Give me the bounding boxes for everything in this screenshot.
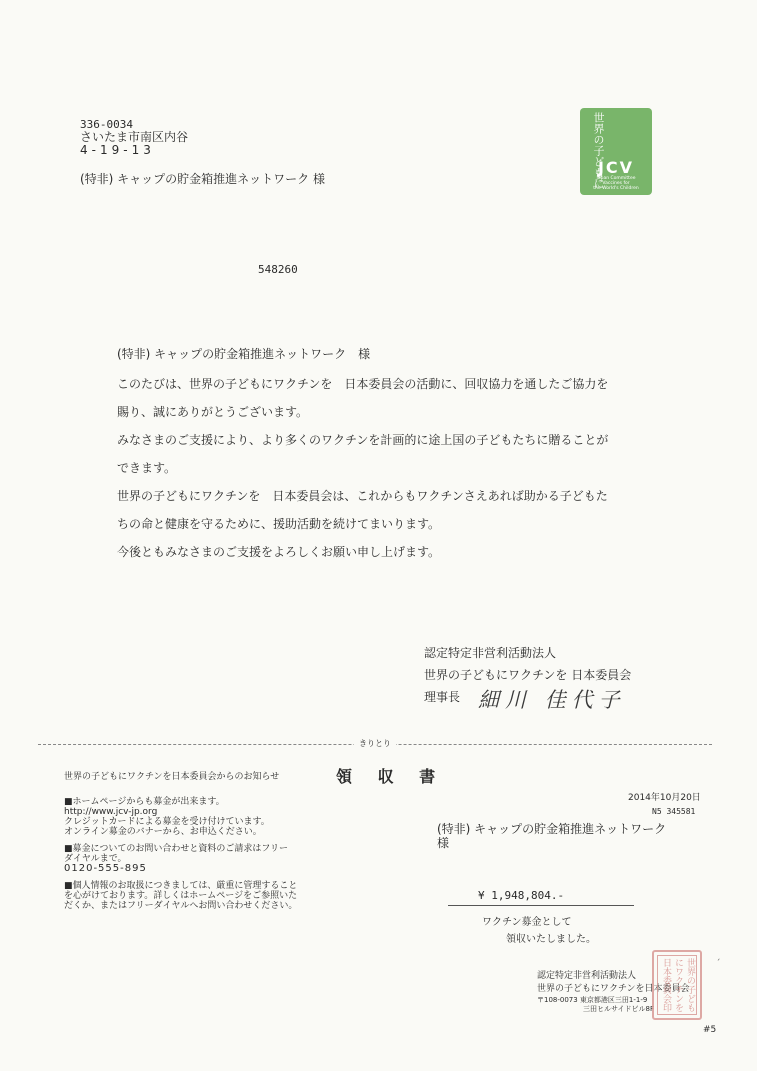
logo-english-3: the World's Children (593, 186, 639, 191)
issuer-org-name: 世界の子どもにワクチンを日本委員会 (537, 984, 690, 994)
signature: 細川 佳代子 (478, 688, 626, 712)
notice-line: を心がけております。詳しくはホームページをご参照いた (64, 891, 298, 901)
purpose-line-1: ワクチン募金として (482, 917, 572, 928)
letter-line: みなさまのご支援により、より多くのワクチンを計画的に途上国の子どもたちに贈ることが (117, 433, 609, 447)
pen-mark: ˊ (716, 959, 721, 969)
sender-org-name: 世界の子どもにワクチンを 日本委員会 (424, 668, 632, 682)
notice-line: クレジットカードによる募金を受け付けています。 (64, 817, 270, 827)
logo-acronym: JCV (597, 158, 635, 177)
logo-vertical-text (592, 112, 605, 189)
recipient-honorific: 様 (437, 836, 450, 850)
notice-url: http://www.jcv-jp.org (64, 807, 158, 817)
letter-line: できます。 (117, 461, 177, 475)
notice-heading: 世界の子どもにワクチンを日本委員会からのお知らせ (64, 772, 280, 782)
logo-english (580, 176, 652, 191)
letter-greeting: (特非) キャップの貯金箱推進ネットワーク 様 (117, 347, 371, 361)
jcv-logo (580, 108, 652, 195)
cut-label: きりとり (354, 738, 396, 749)
receipt-serial: N5 345581 (652, 807, 696, 816)
official-seal (652, 950, 702, 1020)
letter-body (117, 344, 677, 570)
letter-line: このたびは、世界の子どもにワクチンを 日本委員会の活動に、回収協力を通したご協力を (117, 377, 609, 391)
sender-title: 理事長 (424, 690, 461, 704)
address-street: 4-19-13 (80, 143, 155, 157)
amount-underline (448, 905, 634, 906)
issuer-building: 三田ヒルサイドビル8F (583, 1005, 654, 1013)
address-city: さいたま市南区内谷 (80, 130, 189, 144)
letter-line: ちの命と健康を守るために、援助活動を続けてまいります。 (117, 517, 441, 531)
purpose-line-2: 領収いたしました。 (506, 934, 596, 945)
addressee: (特非) キャップの貯金箱推進ネットワーク 様 (80, 172, 325, 186)
issuer-org-type: 認定特定非営利活動法人 (537, 971, 637, 981)
notice-line: ダイヤルまで。 (64, 854, 127, 864)
logo-text-1: 世界の (592, 112, 605, 145)
notice-line: ■募金についてのお問い合わせと資料のご請求はフリー (64, 844, 288, 854)
receipt-purpose (482, 914, 596, 948)
notice-line: ■ホームページからも募金が出来ます。 (64, 797, 225, 807)
letter-line: 世界の子どもにワクチンを 日本委員会は、これからもワクチンさえあれば助かる子どもた (117, 489, 608, 503)
sender-org-type: 認定特定非営利活動法人 (424, 646, 557, 660)
notice-line: だくか、またはフリーダイヤルへお問い合わせください。 (64, 901, 298, 911)
receipt-title: 領 収 書 (336, 767, 446, 786)
logo-text-2: 子どもに (592, 145, 605, 189)
logo-english-2: Vaccines for (602, 181, 630, 186)
mailing-address (80, 118, 188, 157)
seal-text: 世界の子どもにワクチンを日本委員会印 (657, 955, 697, 1015)
logo-english-1: Japan Committee (596, 176, 636, 181)
letter-line: 賜り、誠にありがとうございます。 (117, 405, 309, 419)
receipt-recipient (437, 822, 666, 850)
document-number: 548260 (258, 263, 298, 276)
receipt-date: 2014年10月20日 (628, 793, 701, 803)
letter-line: 今後ともみなさまのご支援をよろしくお願い申し上げます。 (117, 545, 441, 559)
page-number: #5 (703, 1025, 717, 1035)
notice-block (64, 772, 324, 911)
recipient-name: (特非) キャップの貯金箱推進ネットワーク (437, 822, 667, 836)
notice-phone: 0120-555-895 (64, 863, 147, 874)
issuer-address: 〒108-0073 東京都港区三田1-1-9 (537, 996, 648, 1004)
receipt-amount: ¥ 1,948,804.- (478, 889, 565, 902)
notice-line: オンライン募金のバナーから、お申込ください。 (64, 827, 262, 837)
notice-line: ■個人情報のお取扱につきましては、厳重に管理すること (64, 881, 298, 891)
postal-code: 336-0034 (80, 118, 133, 131)
